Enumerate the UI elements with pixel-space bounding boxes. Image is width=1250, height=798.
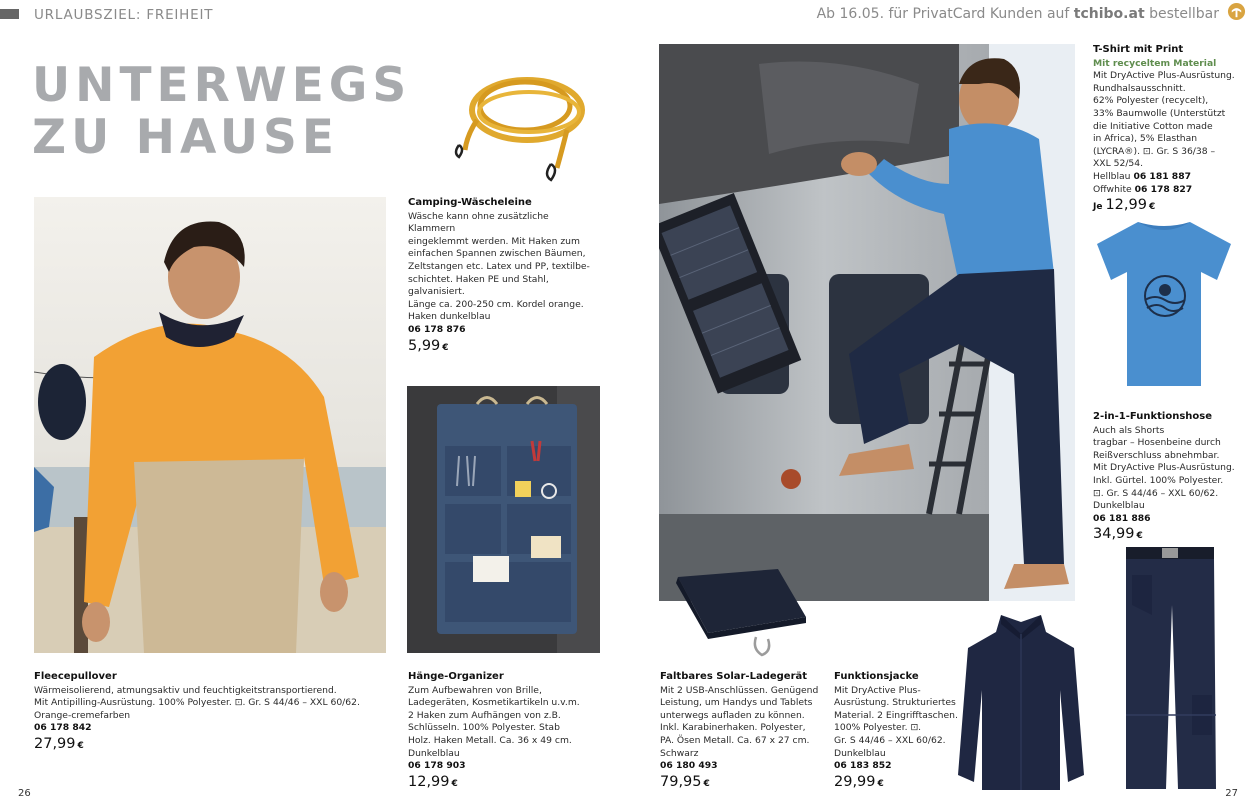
desc-line: 62% Polyester (recycelt),	[1093, 95, 1209, 107]
desc-line: Mit DryActive Plus-	[834, 684, 921, 696]
product-subtitle: Mit recyceltem Material	[1093, 57, 1217, 69]
page-number-left: 26	[18, 788, 31, 798]
fleece-model-image	[34, 197, 386, 653]
desc-line: Orange-cremefarben	[34, 709, 131, 721]
desc-line: Gr. S 44/46 – XXL 60/62.	[834, 734, 946, 746]
product-tshirt	[1093, 44, 1243, 214]
product-name: Faltbares Solar-Ladegerät	[660, 671, 808, 682]
price: 29,99 €	[834, 773, 884, 790]
desc-line: ⊡. Gr. S 44/46 – XXL 60/62.	[1093, 487, 1219, 499]
desc-line: Material. 2 Eingrifftaschen.	[834, 709, 958, 721]
desc-line: Wärmeisolierend, atmungsaktiv und feuchtigkeitstransportierend.	[34, 684, 337, 696]
desc-line: Dunkelblau	[834, 747, 886, 759]
product-hose	[1093, 411, 1243, 543]
price: Je 12,99 €	[1093, 197, 1156, 214]
organizer-image	[407, 386, 600, 653]
desc-line: Ladegeräten, Kosmetikartikeln u.v.m.	[408, 697, 580, 709]
desc-line: Zum Aufbewahren von Brille,	[408, 684, 542, 696]
desc-line: tragbar – Hosenbeine durch	[1093, 437, 1221, 449]
product-name: Camping-Wäscheleine	[408, 197, 532, 208]
desc-line: Mit DryActive Plus-Ausrüstung.	[1093, 70, 1235, 82]
product-solar	[660, 671, 830, 790]
page-number-right: 27	[1225, 788, 1238, 798]
desc-line: Zeltstangen etc. Latex und PP, textilbe-	[408, 260, 590, 272]
desc-line: unterwegs aufladen zu können.	[660, 709, 805, 721]
desc-line: Mit 2 USB-Anschlüssen. Genügend	[660, 684, 819, 696]
article-number: 06 178 842	[34, 722, 92, 734]
van-climber-image	[659, 44, 1075, 601]
variant-line: Offwhite 06 178 827	[1093, 183, 1193, 195]
desc-line: Inkl. Karabinerhaken. Polyester,	[660, 722, 806, 734]
product-waescheleine	[408, 197, 593, 354]
desc-line: eingeklemmt werden. Mit Haken zum	[408, 235, 580, 247]
product-name: Fleecepullover	[34, 671, 117, 682]
variant-line: Hellblau 06 181 887	[1093, 170, 1191, 182]
product-name: 2-in-1-Funktionshose	[1093, 411, 1213, 422]
solar-charger-image	[668, 565, 810, 660]
product-organizer	[408, 671, 603, 790]
desc-line: einfachen Spannen zwischen Bäumen,	[408, 248, 586, 260]
desc-line: Dunkelblau	[1093, 500, 1145, 512]
desc-line: Wäsche kann ohne zusätzliche Klammern	[408, 210, 549, 235]
desc-line: schichtet. Haken PE und Stahl, galvanisiert.	[408, 273, 549, 298]
article-number: 06 180 493	[660, 760, 718, 772]
desc-line: Rundhalsausschnitt.	[1093, 82, 1186, 94]
desc-line: Ausrüstung. Strukturiertes	[834, 697, 956, 709]
section-label: URLAUBSZIEL: FREIHEIT	[34, 7, 214, 23]
desc-line: Inkl. Gürtel. 100% Polyester.	[1093, 474, 1224, 486]
article-number: 06 178 903	[408, 760, 466, 772]
desc-line: Mit DryActive Plus-Ausrüstung.	[1093, 462, 1235, 474]
shop-link[interactable]: tchibo.at	[1073, 6, 1145, 22]
product-jacke	[834, 671, 959, 790]
price: 79,95 €	[660, 773, 710, 790]
price: 12,99 €	[408, 773, 458, 790]
desc-line: Leistung, um Handys und Tablets	[660, 697, 813, 709]
desc-line: in Africa), 5% Elasthan	[1093, 133, 1198, 145]
pants-image	[1122, 545, 1218, 793]
desc-line: (LYCRA®). ⊡. Gr. S 36/38 –	[1093, 145, 1216, 157]
desc-line: Reißverschluss abnehmbar.	[1093, 449, 1220, 461]
desc-line: Holz. Haken Metall. Ca. 36 x 49 cm.	[408, 734, 572, 746]
product-name: Funktionsjacke	[834, 671, 919, 682]
jacket-image	[956, 610, 1086, 793]
product-fleece	[34, 671, 374, 753]
desc-line: 100% Polyester. ⊡.	[834, 722, 922, 734]
desc-line: Dunkelblau	[408, 747, 460, 759]
product-name: Hänge-Organizer	[408, 671, 504, 682]
article-number: 06 181 886	[1093, 512, 1151, 524]
privatcard-note: Ab 16.05. für PrivatCard Kunden auf tchibo.at bestellbar	[816, 6, 1219, 22]
desc-line: Mit Antipilling-Ausrüstung. 100% Polyester. ⊡. Gr. S 44/46 – XXL 60/62.	[34, 697, 360, 709]
article-number: 06 178 876	[408, 323, 466, 335]
desc-line: die Initiative Cotton made	[1093, 120, 1213, 132]
desc-line: Schwarz	[660, 747, 699, 759]
page-headline: UNTERWEGS ZU HAUSE	[32, 58, 412, 165]
section-marker	[0, 9, 19, 19]
tchibo-logo-icon	[1227, 2, 1246, 21]
desc-line: Auch als Shorts	[1093, 424, 1165, 436]
article-number: 06 183 852	[834, 760, 892, 772]
desc-line: 2 Haken zum Aufhängen von z.B.	[408, 709, 561, 721]
desc-line: Schlüsseln. 100% Polyester. Stab	[408, 722, 560, 734]
price: 34,99 €	[1093, 526, 1143, 543]
desc-line: PA. Ösen Metall. Ca. 67 x 27 cm.	[660, 734, 810, 746]
desc-line: 33% Baumwolle (Unterstützt	[1093, 107, 1226, 119]
clothesline-image	[447, 40, 597, 190]
price: 27,99 €	[34, 735, 84, 752]
desc-line: Haken dunkelblau	[408, 311, 491, 323]
tshirt-image	[1093, 218, 1235, 390]
product-name: T-Shirt mit Print	[1093, 44, 1184, 55]
desc-line: Länge ca. 200-250 cm. Kordel orange.	[408, 298, 584, 310]
desc-line: XXL 52/54.	[1093, 158, 1144, 170]
price: 5,99 €	[408, 337, 449, 354]
